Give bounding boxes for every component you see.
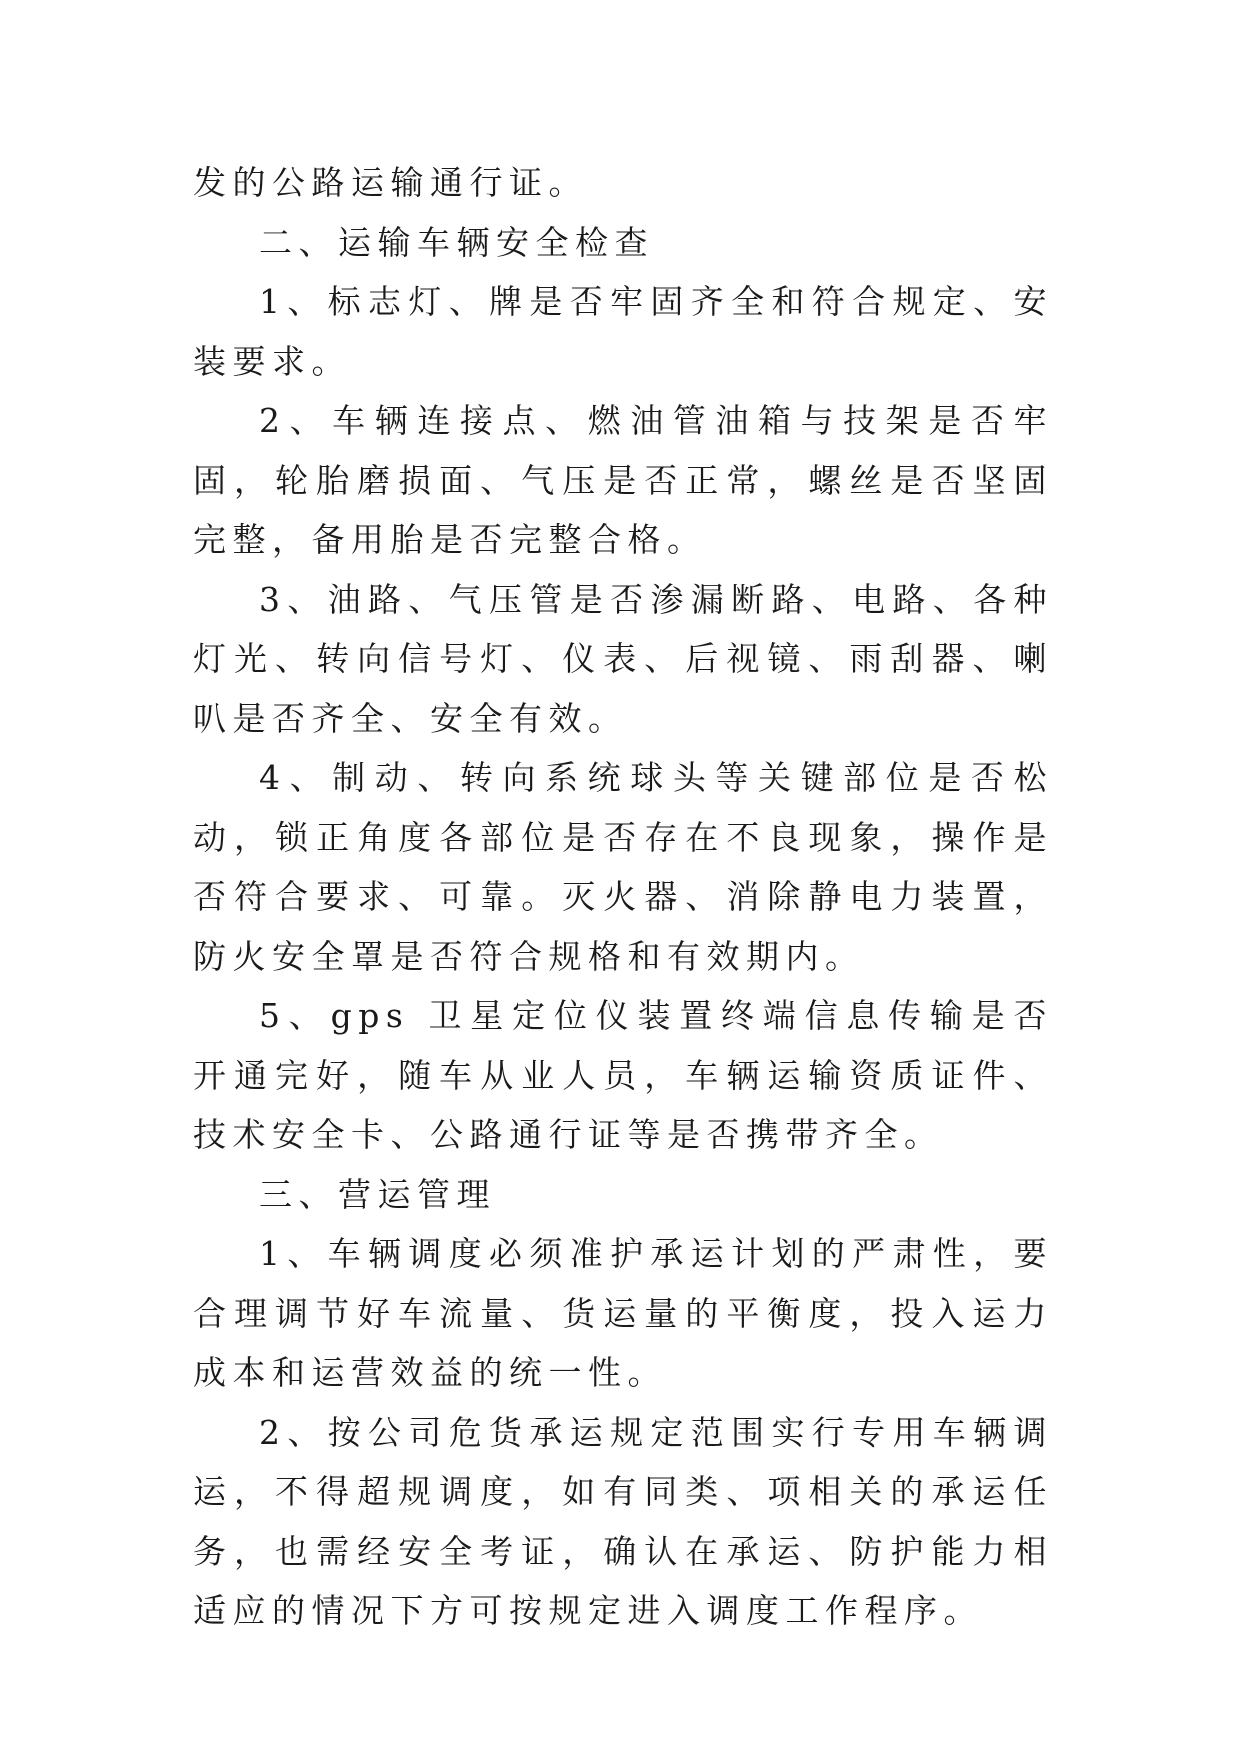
paragraph-item: 2、按公司危货承运规定范围实行专用车辆调运，不得超规调度，如有同类、项相关的承运任务，也需经安全考证，确认在承运、防护能力相适应的情况下方可按规定进入调度工作程序。 [193, 1412, 1053, 1630]
paragraph-item: 1、标志灯、牌是否牢固齐全和符合规定、安装要求。 [193, 282, 1053, 381]
section-heading-operations-management: 三、营运管理 [259, 1174, 496, 1214]
paragraph-item: 2、车辆连接点、燃油管油箱与技架是否牢固，轮胎磨损面、气压是否正常，螺丝是否坚固完整，备用胎是否完整合格。 [193, 401, 1053, 559]
paragraph-item: 3、油路、气压管是否渗漏断路、电路、各种灯光、转向信号灯、仪表、后视镜、雨刮器、喇叭是否齐全、安全有效。 [193, 579, 1053, 738]
paragraph-item: 4、制动、转向系统球头等关键部位是否松动，锁正角度各部位是否存在不良现象，操作是否符合要求、可靠。灭火器、消除静电力装置，防火安全罩是否符合规格和有效期内。 [193, 758, 1053, 976]
paragraph-continuation: 发的公路运输通行证。 [193, 163, 588, 202]
document-body [193, 153, 1053, 1641]
paragraph-item: 5、gps 卫星定位仪装置终端信息传输是否开通完好，随车从业人员，车辆运输资质证件、技术安全卡、公路通行证等是否携带齐全。 [193, 996, 1053, 1154]
section-heading-vehicle-safety-check: 二、运输车辆安全检查 [259, 222, 654, 262]
paragraph-item: 1、车辆调度必须准护承运计划的严肃性，要合理调节好车流量、货运量的平衡度，投入运力成本和运营效益的统一性。 [193, 1234, 1053, 1392]
